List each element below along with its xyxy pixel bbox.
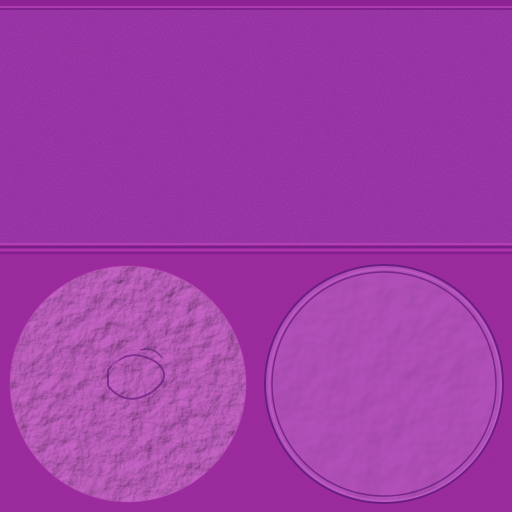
rough-disc <box>10 266 246 502</box>
rectangular-strip <box>0 0 512 253</box>
rimmed-disc <box>264 264 504 504</box>
